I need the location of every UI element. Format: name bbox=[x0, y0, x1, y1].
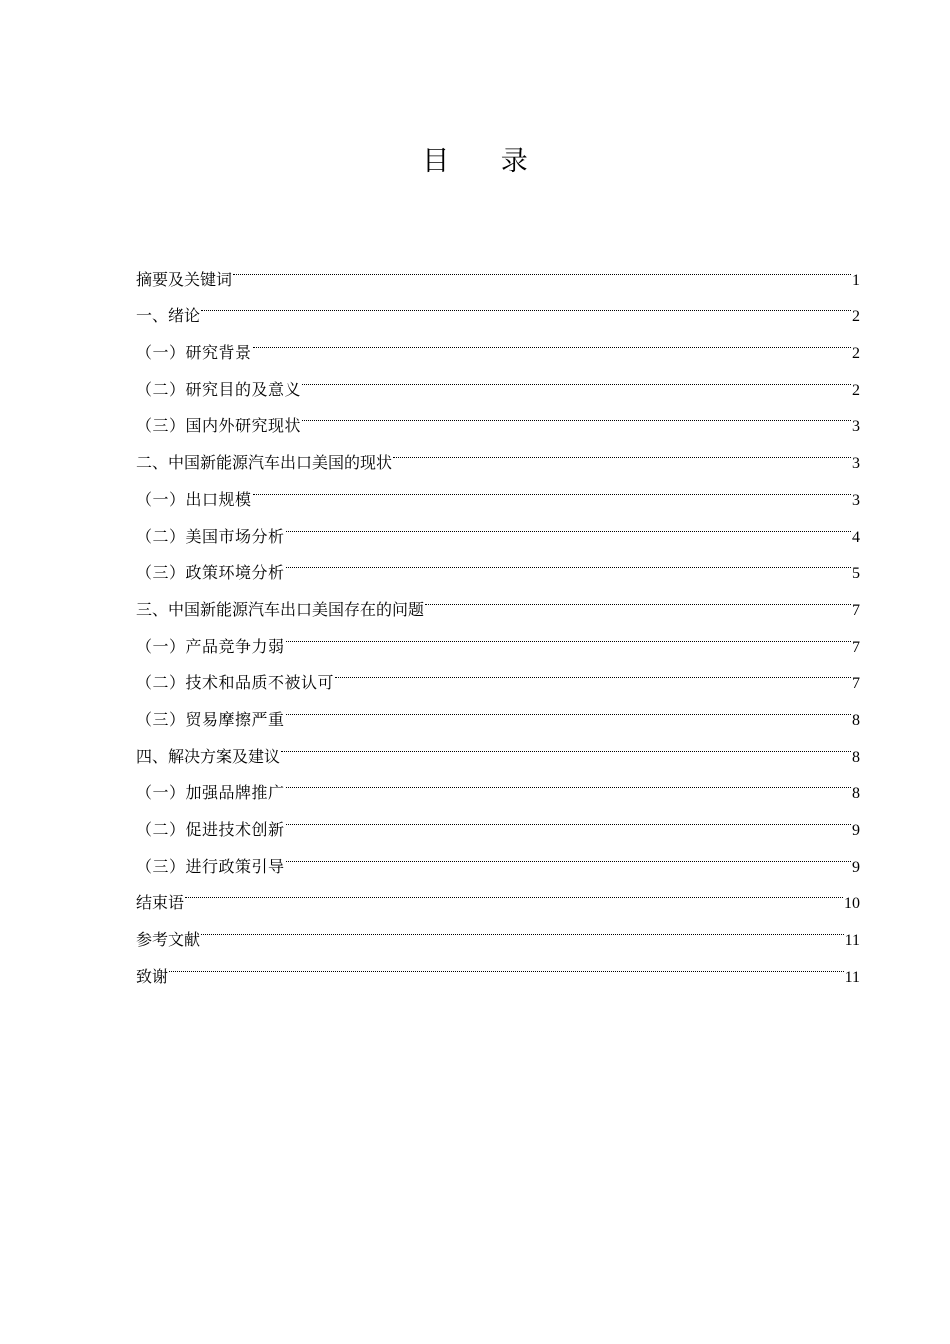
toc-dot-leader bbox=[285, 505, 852, 542]
toc-dot-leader bbox=[184, 872, 844, 909]
toc-entry-label: （三）进行政策引导 bbox=[136, 856, 285, 876]
toc-entry-page-number: 2 bbox=[852, 345, 860, 363]
toc-entry-page-number: 3 bbox=[852, 455, 860, 473]
toc-entry-page-number: 5 bbox=[852, 565, 860, 583]
toc-entry-page-number: 1 bbox=[852, 271, 860, 289]
toc-entry-label: （一）研究背景 bbox=[136, 343, 252, 363]
page-title: 目 录 bbox=[422, 146, 528, 177]
toc-entry-page-number: 8 bbox=[852, 785, 860, 803]
toc-dot-leader bbox=[285, 688, 852, 725]
toc-entry-label: 结束语 bbox=[136, 893, 185, 913]
toc-entry-label: （一）出口规模 bbox=[136, 489, 252, 509]
toc-entry-label: （二）美国市场分析 bbox=[136, 526, 285, 546]
toc-dot-leader bbox=[285, 798, 852, 835]
toc-entry-label: 摘要及关键词 bbox=[136, 269, 233, 289]
toc-dot-leader bbox=[285, 542, 852, 579]
toc-dot-leader bbox=[280, 725, 852, 762]
toc-dot-leader bbox=[200, 908, 845, 945]
toc-entry-page-number: 7 bbox=[852, 675, 860, 693]
toc-dot-leader bbox=[232, 248, 852, 285]
toc-dot-leader bbox=[392, 431, 852, 468]
toc-dot-leader bbox=[285, 762, 852, 799]
toc-dot-leader bbox=[168, 945, 845, 982]
toc-entry-label: （二）技术和品质不被认可 bbox=[136, 673, 335, 693]
toc-dot-leader bbox=[252, 468, 852, 505]
toc-dot-leader bbox=[301, 358, 852, 395]
toc-dot-leader bbox=[424, 578, 852, 615]
toc-entry-page-number: 7 bbox=[852, 638, 860, 656]
toc-entry[interactable] bbox=[136, 248, 860, 289]
toc-entry-page-number: 10 bbox=[844, 895, 860, 913]
toc-entry-page-number: 4 bbox=[852, 528, 860, 546]
toc-entry-page-number: 3 bbox=[852, 418, 860, 436]
toc-dot-leader bbox=[252, 321, 852, 358]
toc-dot-leader bbox=[285, 615, 852, 652]
toc-entry-page-number: 8 bbox=[852, 748, 860, 766]
toc-dot-leader bbox=[301, 395, 852, 432]
toc-entry-label: 二、中国新能源汽车出口美国的现状 bbox=[136, 453, 393, 473]
toc-entry-label: 三、中国新能源汽车出口美国存在的问题 bbox=[136, 599, 425, 619]
toc-entry-label: （三）国内外研究现状 bbox=[136, 416, 302, 436]
toc-entry-page-number: 8 bbox=[852, 711, 860, 729]
toc-entry-label: （三）政策环境分析 bbox=[136, 563, 285, 583]
toc-entry[interactable] bbox=[136, 285, 860, 326]
toc-entry-page-number: 11 bbox=[844, 932, 860, 950]
toc-entry[interactable] bbox=[136, 872, 860, 913]
toc-entry-label: 致谢 bbox=[136, 966, 169, 986]
toc-entry[interactable] bbox=[136, 908, 860, 950]
toc-entry-page-number: 2 bbox=[852, 308, 860, 326]
toc-entry-page-number: 11 bbox=[844, 968, 860, 986]
toc-entry[interactable] bbox=[136, 945, 860, 986]
toc-entry-page-number: 7 bbox=[852, 601, 860, 619]
toc-entry-label: 一、绪论 bbox=[136, 306, 201, 326]
toc-entry-label: （二）研究目的及意义 bbox=[136, 379, 302, 399]
table-of-contents bbox=[136, 248, 860, 986]
toc-entry-label: （二）促进技术创新 bbox=[136, 820, 285, 839]
toc-entry-label: （三）贸易摩擦严重 bbox=[136, 709, 285, 729]
toc-entry-label: 四、解决方案及建议 bbox=[136, 746, 281, 766]
toc-entry-page-number: 9 bbox=[852, 858, 860, 876]
toc-entry-label: （一）加强品牌推广 bbox=[136, 783, 285, 803]
toc-dot-leader bbox=[285, 835, 852, 872]
toc-entry-page-number: 3 bbox=[852, 491, 860, 509]
toc-entry-label: （一）产品竞争力弱 bbox=[136, 636, 285, 656]
toc-dot-leader bbox=[334, 652, 852, 689]
toc-entry[interactable] bbox=[136, 321, 860, 363]
toc-entry-page-number: 9 bbox=[852, 822, 860, 839]
toc-entry-label: 参考文献 bbox=[136, 930, 201, 950]
toc-entry-page-number: 2 bbox=[852, 381, 860, 399]
toc-dot-leader bbox=[200, 285, 852, 322]
